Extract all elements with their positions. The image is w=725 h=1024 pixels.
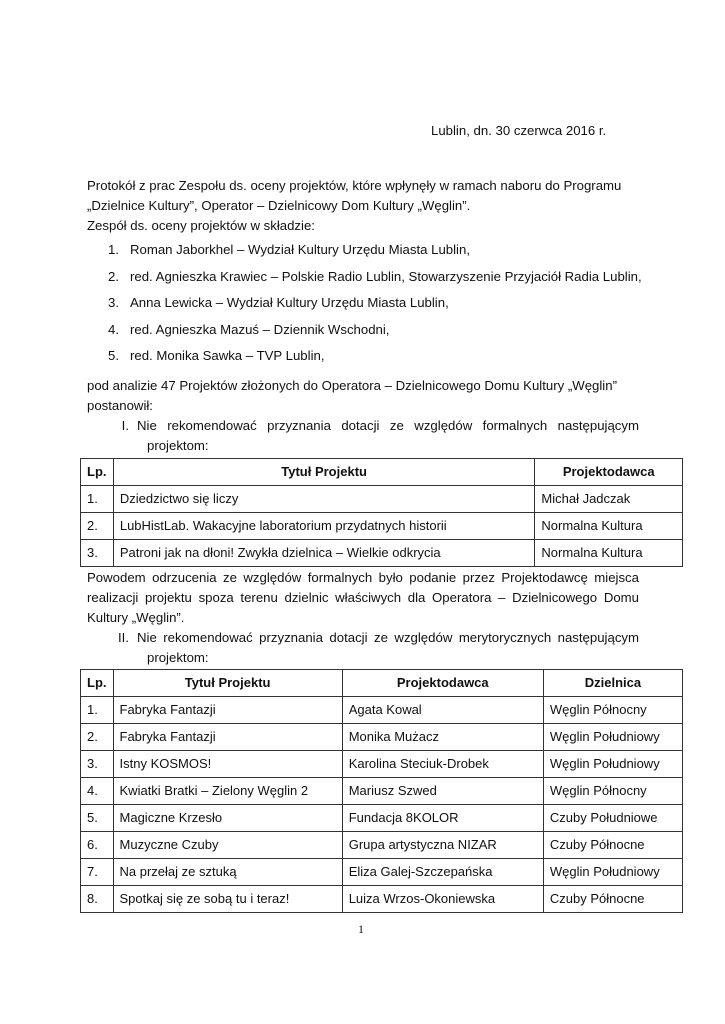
table-row: 1. Dziedzictwo się liczy Michał Jadczak (81, 486, 683, 513)
document-date: Lublin, dn. 30 czerwca 2016 r. (431, 123, 607, 138)
list-item: 5. red. Monika Sawka – TVP Lublin, (108, 348, 325, 363)
intro-line: Protokół z prac Zespołu ds. oceny projektów, które wpłynęły w ramach naboru do Programu (87, 178, 622, 193)
committee-members-list (87, 240, 642, 373)
page-number: 1 (358, 922, 364, 936)
intro-line: „Dzielnice Kultury”, Operator – Dzielnicowy Dom Kultury „Węglin”. (87, 197, 471, 213)
table-row: 6. Muzyczne Czuby Grupa artystyczna NIZAR Czuby Północne (81, 832, 683, 859)
section-numeral: II. (118, 630, 129, 645)
table-row: 4. Kwiatki Bratki – Zielony Węglin 2 Mariusz Szwed Węglin Północny (81, 778, 683, 805)
section-numeral: I. (121, 418, 129, 433)
list-item: 3. Anna Lewicka – Wydział Kultury Urzędu Miasta Lublin, (108, 295, 449, 310)
table-row: 2. LubHistLab. Wakacyjne laboratorium przydatnych historii Normalna Kultura (81, 513, 683, 540)
section-heading: Nie rekomendować przyznania dotacji ze względów merytorycznych następującym (137, 630, 639, 645)
list-item: 4. red. Agnieszka Mazuś – Dziennik Wschodni, (108, 321, 390, 337)
rejection-reason: Powodem odrzucenia ze względów formalnych było podanie przez Projektodawcę miejsca realizacji projektu spoza terenu dzielnic właściwych dla Operatora – Dzielnicowego Domu Kultury „Węglin”. (87, 570, 639, 625)
list-item: 1. Roman Jaborkhel – Wydział Kultury Urzędu Miasta Lublin, (108, 242, 470, 257)
table-header-row: Lp. Tytuł Projektu Projektodawca Dzielnica (81, 670, 683, 697)
table-row: 7. Na przełaj ze sztuką Eliza Galej-Szczepańska Węglin Południowy (81, 859, 683, 886)
table-row: 3. Patroni jak na dłoni! Zwykła dzielnica – Wielkie odkrycia Normalna Kultura (81, 540, 683, 567)
merit-rejection-table (80, 669, 683, 913)
intro-line: Zespół ds. oceny projektów w składzie: (87, 217, 315, 233)
table-row: 8. Spotkaj się ze sobą tu i teraz! Luiza Wrzos-Okoniewska Czuby Północne (81, 886, 683, 913)
list-item: 2. red. Agnieszka Krawiec – Polskie Radio Lublin, Stowarzyszenie Przyjaciół Radia Lublin, (108, 268, 642, 284)
table-header-row: Lp. Tytuł Projektu Projektodawca (81, 459, 683, 486)
protocol-intro (87, 176, 647, 235)
formal-rejection-table (80, 458, 683, 567)
section-formal-rejection: I. Nie rekomendować przyznania dotacji ze względów formalnych następującym projektom: (87, 416, 639, 456)
table-row: 3. Istny KOSMOS! Karolina Steciuk-Drobek Węglin Południowy (81, 751, 683, 778)
section-heading: Nie rekomendować przyznania dotacji ze względów formalnych następującym (137, 418, 639, 433)
table-row: 2. Fabryka Fantazji Monika Mużacz Węglin Południowy (81, 724, 683, 751)
section-merit-rejection: II. Nie rekomendować przyznania dotacji ze względów merytorycznych następującym projektom: (87, 628, 639, 668)
analysis-statement: pod analizie 47 Projektów złożonych do Operatora – Dzielnicowego Domu Kultury „Węglin” postanowił: (87, 378, 617, 413)
table-row: 5. Magiczne Krzesło Fundacja 8KOLOR Czuby Południowe (81, 805, 683, 832)
table-row: 1. Fabryka Fantazji Agata Kowal Węglin Północny (81, 697, 683, 724)
